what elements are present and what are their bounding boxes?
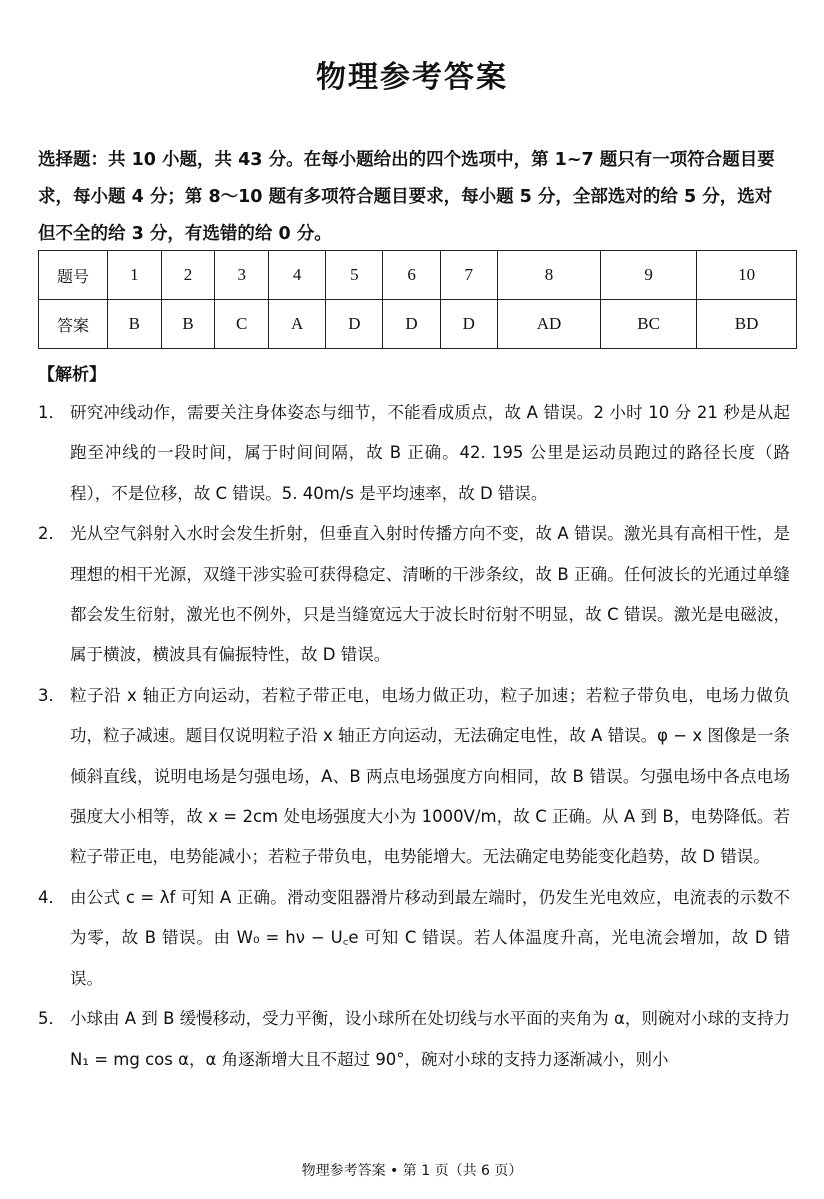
page-footer: 物理参考答案 • 第 1 页（共 6 页） bbox=[301, 1163, 523, 1179]
table-cell: A bbox=[269, 300, 326, 349]
item-number: 1． bbox=[38, 403, 65, 422]
table-cell: 1 bbox=[108, 251, 162, 300]
intro-paragraph: 选择题：共 10 小题，共 43 分。在每小题给出的四个选项中，第 1~7 题只有一项符合题目要求，每小题 4 分；第 8～10 题有多项符合题目要求，每小题 5 分，全部选对的给 5 分，选对但不全的给 3 分，有选错的给 0 分。 bbox=[38, 150, 775, 244]
item-text: 粒子沿 x 轴正方向运动，若粒子带正电，电场力做正功，粒子加速；若粒子带负电，电场力做负功，粒子减速。题目仅说明粒子沿 x 轴正方向运动，无法确定电性，故 A 错误。φ − x 图像是一条倾斜直线，说明电场是匀强电场，A、B 两点电场强度方向相同，故 B 错误。匀强电场中各点电场强度大小相等，故 x = 2cm 处电场强度大小为 1000V/m，故 C 正确。从 A 到 B，电势降低。若粒子带正电，电势能减小；若粒子带负电，电势能增大。无法确定电势能变化趋势，故 D 错误。 bbox=[70, 685, 790, 867]
item-text: 小球由 A 到 B 缓慢移动，受力平衡，设小球所在处切线与水平面的夹角为 α，则碗对小球的支持力 N₁ = mg cos α，α 角逐渐增大且不超过 90°，碗对小球的支持力逐渐减小，则小 bbox=[70, 1009, 790, 1069]
item-text: 研究冲线动作，需要关注身体姿态与细节，不能看成质点，故 A 错误。2 小时 10 分 21 秒是从起跑至冲线的一段时间，属于时间间隔，故 B 正确。42. 195 公里是运动员跑过的路径长度（路程），不是位移，故 C 错误。5. 40m/s 是平均速率，故 D 错误。 bbox=[70, 403, 790, 503]
answer-table bbox=[38, 250, 797, 349]
table-cell: 2 bbox=[161, 251, 215, 300]
table-cell: D bbox=[440, 300, 497, 349]
item-number: 5． bbox=[38, 1009, 65, 1029]
table-row bbox=[39, 251, 797, 300]
table-cell: BC bbox=[601, 300, 697, 349]
table-cell: C bbox=[215, 300, 269, 349]
item-text: 由公式 c = λf 可知 A 正确。滑动变阻器滑片移动到最左端时，仍发生光电效应，电流表的示数不为零，故 B 错误。由 W₀ = hν − U꜀e 可知 C 错误。若人体温度升高，光电流会增加，故 D 错误。 bbox=[70, 887, 790, 988]
item-number: 2． bbox=[38, 524, 65, 544]
table-cell: 5 bbox=[326, 251, 383, 300]
list-item bbox=[38, 393, 790, 514]
list-item bbox=[38, 676, 790, 878]
row-label-number: 题号 bbox=[39, 251, 108, 300]
list-item bbox=[38, 514, 790, 676]
list-item bbox=[38, 878, 790, 999]
table-cell: 10 bbox=[697, 251, 797, 300]
table-cell: 3 bbox=[215, 251, 269, 300]
table-cell: BD bbox=[697, 300, 797, 349]
table-cell: B bbox=[108, 300, 162, 349]
table-cell: 9 bbox=[601, 251, 697, 300]
table-cell: D bbox=[383, 300, 440, 349]
table-cell: 6 bbox=[383, 251, 440, 300]
row-label-answer: 答案 bbox=[39, 300, 108, 349]
item-text: 光从空气斜射入水时会发生折射，但垂直入射时传播方向不变，故 A 错误。激光具有高相干性，是理想的相干光源，双缝干涉实验可获得稳定、清晰的干涉条纹，故 B 正确。任何波长的光通过单缝都会发生衍射，激光也不例外，只是当缝宽远大于波长时衍射不明显，故 C 错误。激光是电磁波，属于横波，横波具有偏振特性，故 D 错误。 bbox=[70, 524, 790, 665]
analysis-list bbox=[38, 393, 790, 1080]
list-item bbox=[38, 999, 790, 1080]
item-number: 4． bbox=[38, 887, 65, 907]
table-cell: D bbox=[326, 300, 383, 349]
table-cell: AD bbox=[497, 300, 600, 349]
item-number: 3． bbox=[38, 685, 65, 705]
table-cell: B bbox=[161, 300, 215, 349]
table-cell: 4 bbox=[269, 251, 326, 300]
page-title: 物理参考答案 bbox=[316, 60, 508, 95]
analysis-heading: 【解析】 bbox=[38, 365, 106, 385]
table-row bbox=[39, 300, 797, 349]
table-cell: 8 bbox=[497, 251, 600, 300]
table-cell: 7 bbox=[440, 251, 497, 300]
